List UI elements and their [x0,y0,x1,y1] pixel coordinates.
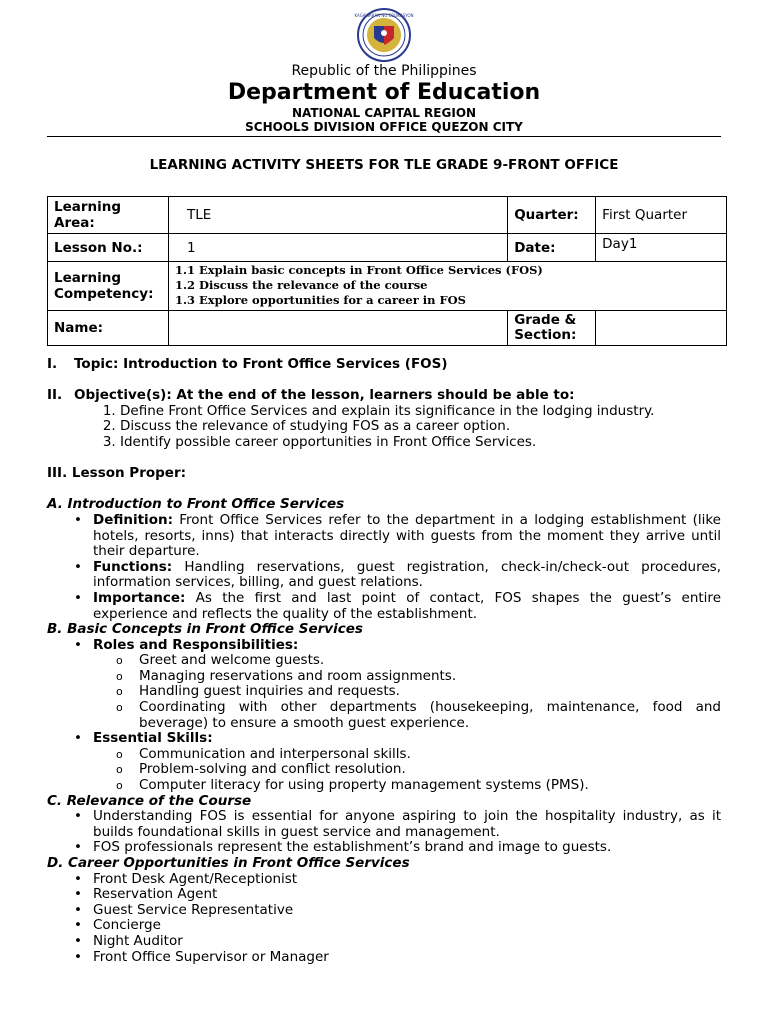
name-label: Name: [48,311,169,346]
section-c-list [47,809,721,856]
list-item: • Definition: Front Office Services refer to the department in a lodging establishment (like hotels, resorts, inns) that interacts directly with guests from the moment they arrive until their departure. [93,513,721,560]
quarter-value: First Quarter [596,197,727,234]
competency-label: Learning Competency: [48,262,169,311]
learning-area-value: TLE [168,197,507,234]
objective-item: 3. Identify possible career opportunities in Front Office Services. [120,435,721,451]
date-label: Date: [508,234,596,262]
lesson-content [47,357,721,965]
objective-item: 1. Define Front Office Services and explain its significance in the lodging industry. [120,404,721,420]
list-item [93,638,721,732]
list-item: o Coordinating with other departments (housekeeping, maintenance, food and beverage) to ensure a smooth guest experience. [139,700,721,731]
grade-section-field[interactable] [596,311,727,346]
roles-list [93,653,721,731]
section-b-heading: B. Basic Concepts in Front Office Services [47,621,363,638]
list-item: o Problem-solving and conflict resolution. [139,762,721,778]
roles-label: Roles and Responsibilities: [93,636,299,653]
header-divider [47,136,721,137]
list-item [93,731,721,793]
list-item: • Guest Service Representative [93,903,721,919]
region-heading: NATIONAL CAPITAL REGION [291,106,477,120]
quarter-label: Quarter: [508,197,596,234]
lesson-number-value: 1 [168,234,507,262]
topic-numeral: I. [47,356,58,372]
objectives-text: Objective(s): At the end of the lesson, learners should be able to: [74,387,575,404]
list-item: • Reservation Agent [93,887,721,903]
section-a-heading: A. Introduction to Front Office Services [47,496,345,513]
lesson-number-label: Lesson No.: [48,234,169,262]
list-item: • Night Auditor [93,934,721,950]
list-item: • Front Desk Agent/Receptionist [93,872,721,888]
date-value: Day1 [596,234,727,262]
section-d-heading: D. Career Opportunities in Front Office Services [47,855,410,871]
section-d-list [47,872,721,966]
objectives-numeral: II. [47,387,63,404]
section-c-heading: C. Relevance of the Course [47,792,252,809]
list-item: • Functions: Handling reservations, guest registration, check-in/check-out procedures, information services, billing, and guest relations. [93,560,721,591]
department-heading: Department of Education [227,80,541,105]
list-item: • Concierge [93,918,721,934]
topic-text: Topic: Introduction to Front Office Services (FOS) [74,356,448,372]
list-item: o Computer literacy for using property management systems (PMS). [139,778,721,794]
list-item: o Managing reservations and room assignments. [139,669,721,685]
skills-label: Essential Skills: [93,730,213,747]
division-heading: SCHOOLS DIVISION OFFICE QUEZON CITY [245,120,523,134]
learning-area-label: Learning Area: [48,197,169,234]
list-item: o Handling guest inquiries and requests. [139,684,721,700]
list-item: o Greet and welcome guests. [139,653,721,669]
competency-item: 1.2 Discuss the relevance of the course [174,278,428,292]
skills-list [93,747,721,794]
list-item: • Front Office Supervisor or Manager [93,950,721,966]
name-field[interactable] [168,311,507,346]
lesson-proper-heading: III. Lesson Proper: [47,465,187,482]
competency-item: 1.1 Explain basic concepts in Front Office Services (FOS) [174,263,543,277]
grade-section-label: Grade & Section: [508,311,596,346]
competency-item: 1.3 Explore opportunities for a career in FOS [174,293,466,307]
competency-list [168,262,726,311]
list-item: • Understanding FOS is essential for anyone aspiring to join the hospitality industry, as it builds foundational skills in guest service and management. [93,809,721,840]
section-a-list [47,513,721,622]
objective-item: 2. Discuss the relevance of studying FOS as a career option. [120,419,721,435]
objectives-heading [47,388,721,404]
document-title: LEARNING ACTIVITY SHEETS FOR TLE GRADE 9-FRONT OFFICE [149,157,619,173]
topic-line [47,357,721,373]
objectives-list [47,404,721,451]
list-item: • FOS professionals represent the establishment’s brand and image to guests. [93,840,721,856]
lesson-info-table [47,196,727,346]
section-b-list [47,638,721,794]
list-item: o Communication and interpersonal skills. [139,747,721,763]
list-item: • Importance: As the first and last point of contact, FOS shapes the guest’s entire experience and reflects the quality of the establishment. [93,591,721,622]
deped-seal-icon [352,8,416,62]
svg-text:KAGAWARAN NG EDUKASYON: KAGAWARAN NG EDUKASYON [354,13,414,18]
republic-heading: Republic of the Philippines [291,63,477,79]
